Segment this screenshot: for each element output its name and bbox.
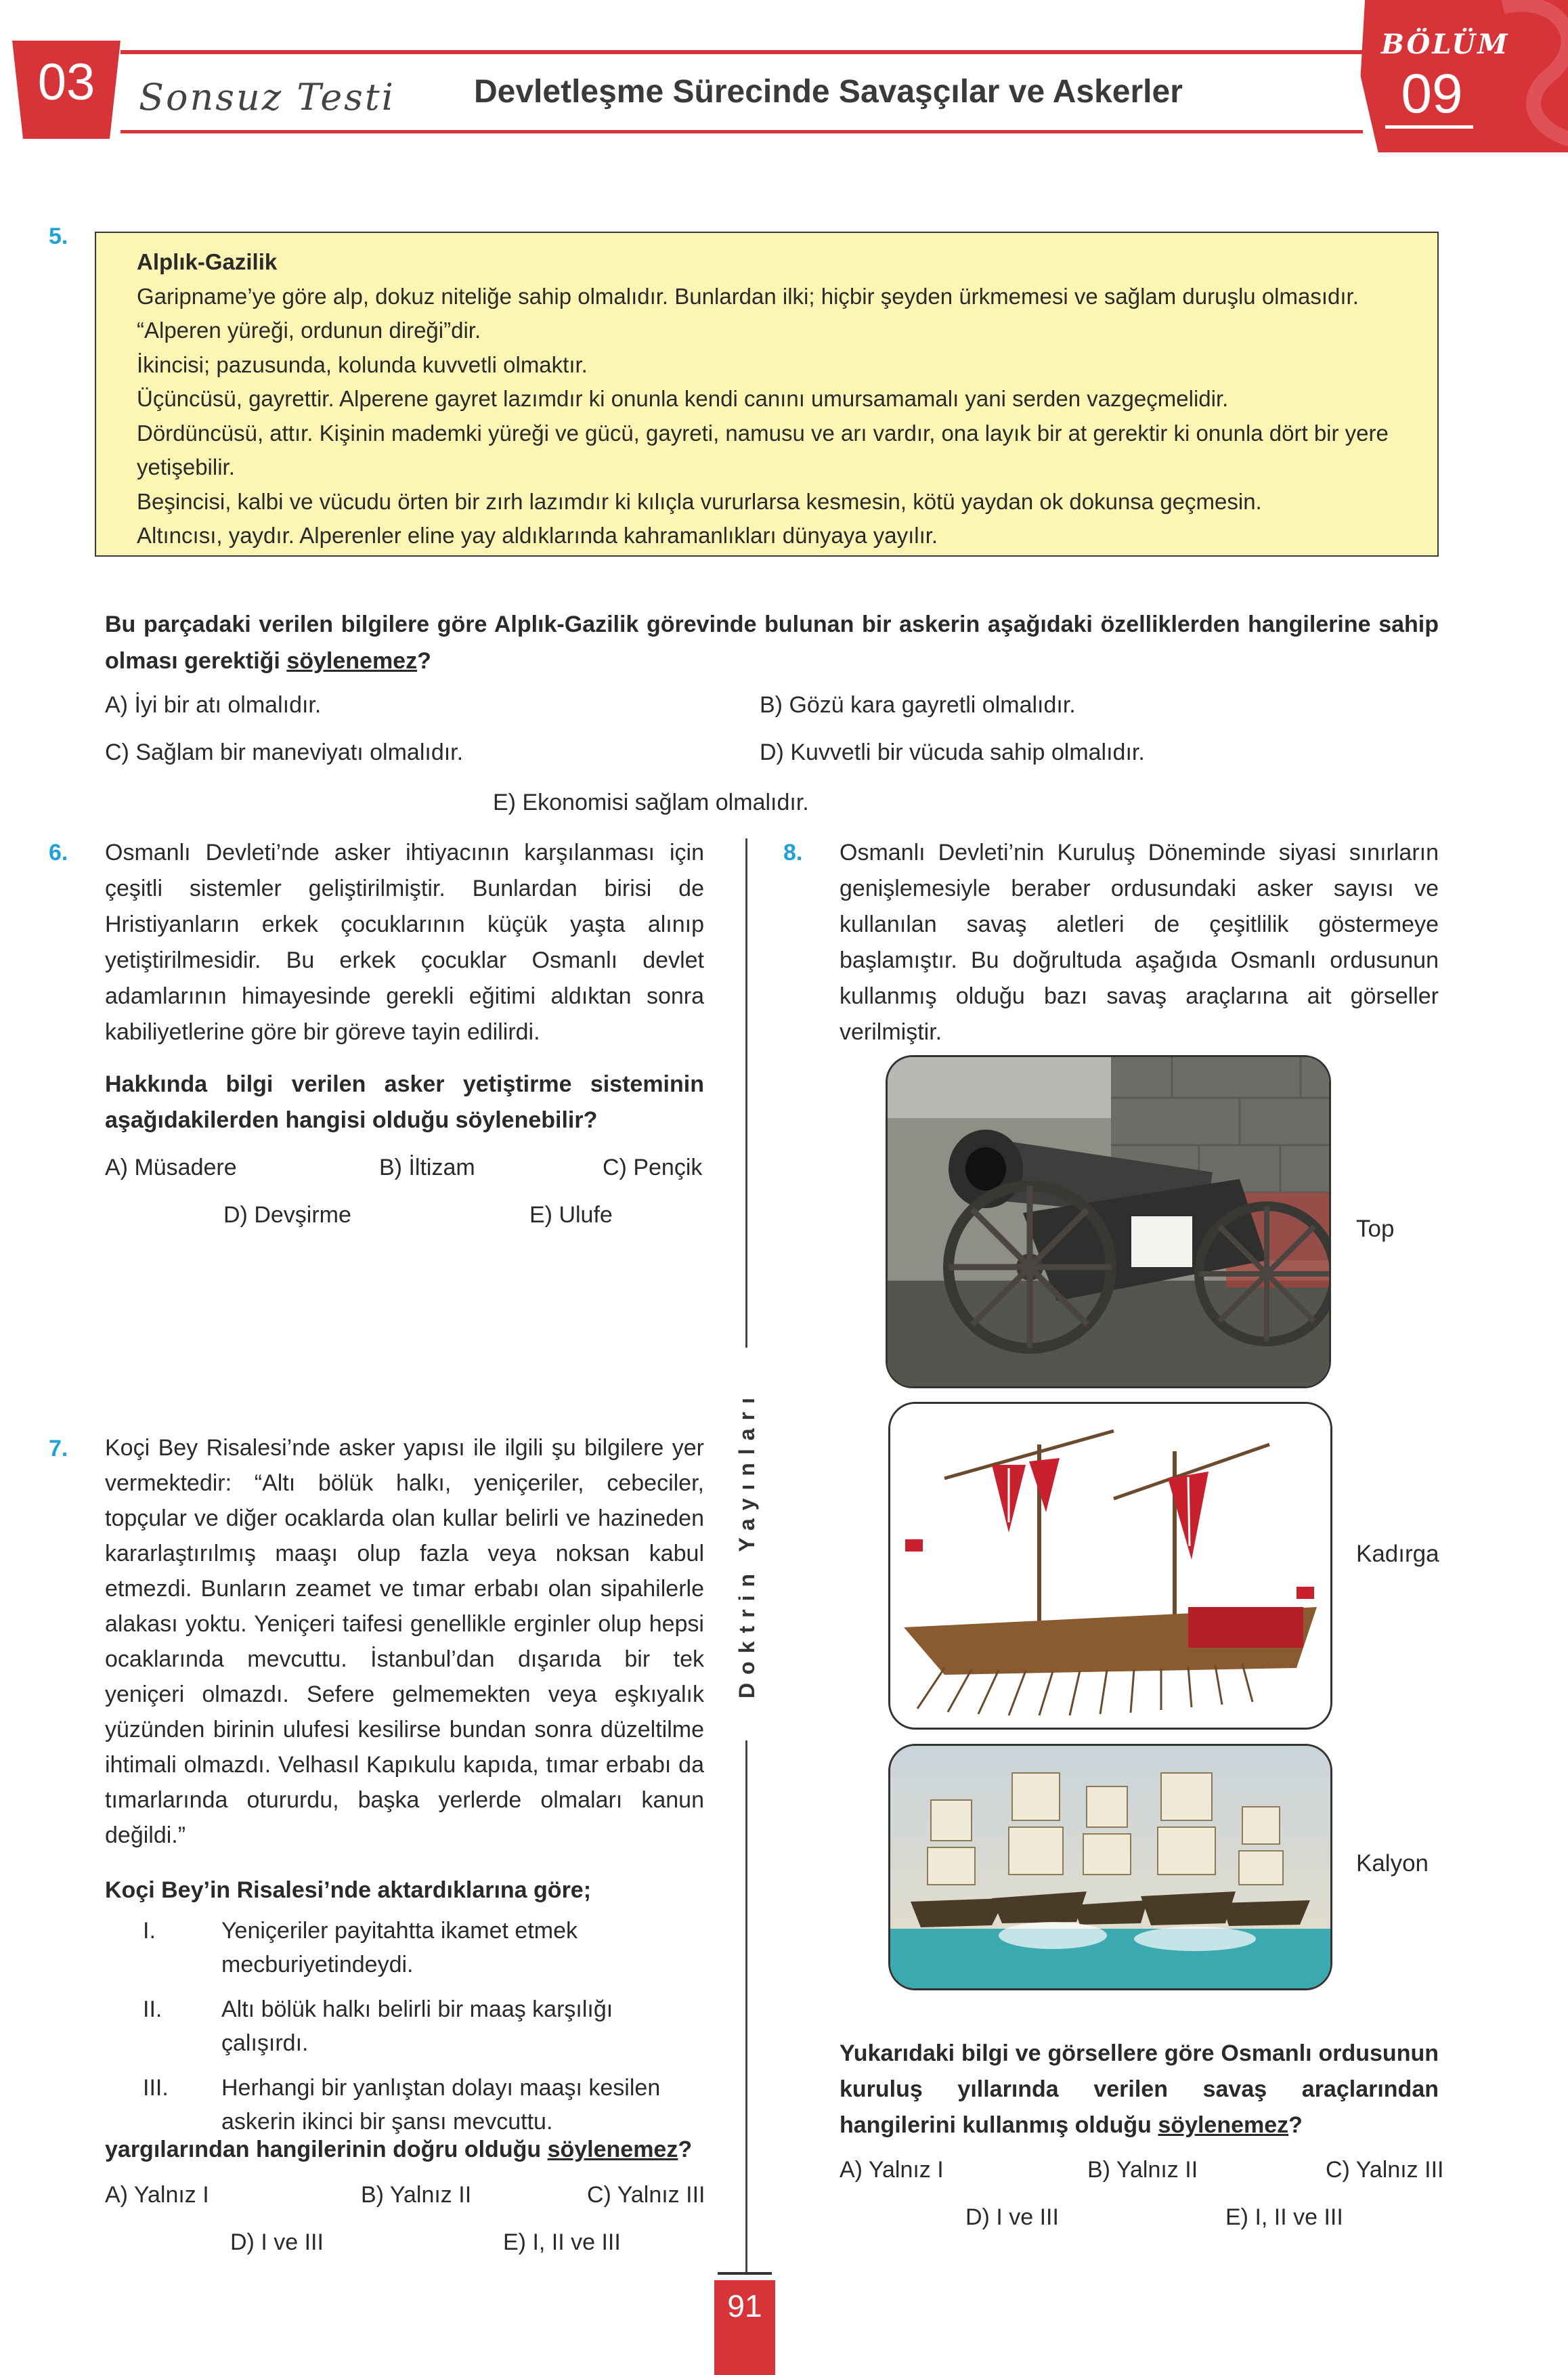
question-8-number: 8. (783, 840, 803, 865)
section-label: BÖLÜM (1381, 28, 1510, 60)
negation-keyword: söylenemez (286, 648, 418, 674)
test-number: 03 (37, 54, 95, 111)
section-number-underline (1385, 125, 1473, 129)
q8-option-c[interactable]: C) Yalnız III (1326, 2157, 1444, 2183)
cannon-photo (886, 1055, 1331, 1388)
negation-keyword: söylenemez (1158, 2112, 1289, 2138)
header-rule-bottom (121, 130, 1363, 133)
question-7-lead: Koçi Bey’in Risalesi’nde aktardıklarına göre; (105, 1877, 592, 1903)
page-title: Devletleşme Sürecinde Savaşçılar ve Askerler (474, 74, 1183, 110)
statement-iii: III. Herhangi bir yanlıştan dolayı maaşı kesilen askerin ikinci bir şansı mevcuttu. (143, 2075, 661, 2135)
question-7-stem: yargılarından hangilerinin doğru olduğu söylenemez? (105, 2137, 693, 2162)
galley-illustration (890, 1404, 1330, 1728)
q8-option-b[interactable]: B) Yalnız II (1087, 2157, 1198, 2183)
q5-option-d[interactable]: D) Kuvvetli bir vücuda sahip olmalıdır. (760, 740, 1145, 765)
q8-option-d[interactable]: D) I ve III (965, 2204, 1059, 2230)
question-8-stem: Yukarıdaki bilgi ve görsellere göre Osmanlı ordusunun kuruluş yıllarında verilen savaş araçlarından hangilerini kullanmış olduğu söylenemez? (840, 2040, 1439, 2138)
q6-option-a[interactable]: A) Müsadere (105, 1155, 237, 1180)
q5-option-a[interactable]: A) İyi bir atı olmalıdır. (105, 692, 322, 718)
page-number: 91 (727, 2288, 762, 2324)
question-5-passage-box (95, 232, 1439, 557)
negation-keyword: söylenemez (547, 2137, 678, 2162)
q8-option-a[interactable]: A) Yalnız I (840, 2157, 944, 2183)
page-number-rule (718, 2272, 772, 2275)
passage-line: Altıncısı, yaydır. Alperenler eline yay aldıklarında kahramanlıkları dünyaya yayılır. (137, 523, 938, 548)
image-label-kalyon: Kalyon (1356, 1850, 1429, 1877)
q7-option-e[interactable]: E) I, II ve III (503, 2229, 621, 2255)
q5-option-e[interactable]: E) Ekonomisi sağlam olmalıdır. (493, 790, 809, 815)
q6-option-c[interactable]: C) Pençik (603, 1155, 703, 1180)
q6-option-d[interactable]: D) Devşirme (223, 1202, 351, 1228)
statement-i: I. Yeniçeriler payitahtta ikamet etmek mecburiyetindeydi. (143, 1918, 578, 1977)
image-label-top: Top (1356, 1216, 1395, 1242)
question-7-number: 7. (49, 1436, 68, 1461)
section-number: 09 (1401, 63, 1463, 125)
passage-line: “Alperen yüreği, ordunun direği”dir. (137, 318, 481, 343)
question-6-stem: Hakkında bilgi verilen asker yetiştirme sisteminin aşağıdakilerden hangisi olduğu söylenebilir? (105, 1071, 704, 1133)
question-7-statements (105, 1914, 704, 2139)
question-8-text: Osmanlı Devleti’nin Kuruluş Döneminde siyasi sınırların genişlemesiyle beraber ordusundaki asker sayısı ve kullanılan savaş aletleri de çeşitlilik göstermeye başlamıştır. Bu doğrultuda aşağıda Osmanlı ordusunun kullanmış olduğu bazı savaş araçlarına ait görseller verilmiştir. (840, 840, 1439, 1045)
decorative-swirl-icon (1476, 0, 1568, 149)
q5-option-b[interactable]: B) Gözü kara gayretli olmalıdır. (760, 692, 1076, 718)
galleon-illustration (890, 1746, 1330, 1988)
q6-option-e[interactable]: E) Ulufe (529, 1202, 613, 1228)
question-5-stem: Bu parçadaki verilen bilgilere göre Alplık-Gazilik görevinde bulunan bir askerin aşağıdaki özelliklerden hangilerine sahip olması gerektiği söylenemez? (105, 612, 1439, 674)
question-5-number: 5. (49, 223, 68, 249)
question-7-text: Koçi Bey Risalesi’nde asker yapısı ile ilgili şu bilgilere yer vermektedir: “Altı bölük halkı, yeniçeriler, cebeciler, topçular ve diğer ocaklarda olan kullar belirli ve hazineden kararlaştırılmış maaşı olup fazla veya noksan kabul etmezdi. Bunların zeamet ve tımar erbabı olan sipahilerle alakası yoktu. Yeniçeri taifesi genellikle erginler olup hepsi ocaklarında mevcuttu. İstanbul’dan dışarıda bir tek yeniçeri olmazdı. Sefere gelmemekten veya eşkıyalık yüzünden birinin ulufesi kesilirse bundan sonra düzeltilme ihtimali olmazdı. Velhasıl Kapıkulu kapıda, tımar erbabı da tımarlarında otururdu, başka yerlerde olmaları kanun değildi.” (105, 1435, 704, 1848)
q8-option-e[interactable]: E) I, II ve III (1225, 2204, 1343, 2230)
passage-line: Üçüncüsü, gayrettir. Alperene gayret lazımdır ki onunla kendi canını umursamamalı yani serden vazgeçmelidir. (137, 386, 1229, 411)
cannon-illustration (888, 1057, 1329, 1386)
question-6-text: Osmanlı Devleti’nde asker ihtiyacının karşılanması için çeşitli sistemler geliştirilmiştir. Bunlardan birisi de Hristiyanların erkek çocuklarının küçük yaşta alınıp yetiştirilmesidir. Bu erkek çocuklar Osmanlı devlet adamlarının himayesinde gerekli eğitimi aldıktan sonra kabiliyetlerine göre bir göreve tayin edilirdi. (105, 840, 704, 1045)
passage-line: İkincisi; pazusunda, kolunda kuvvetli olmaktır. (137, 351, 588, 377)
passage-title: Alplık-Gazilik (137, 249, 278, 274)
header-rule-top (121, 50, 1363, 54)
galley-ship-photo (888, 1402, 1332, 1730)
q7-option-c[interactable]: C) Yalnız III (587, 2182, 705, 2208)
passage-line: Beşincisi, kalbi ve vücudu örten bir zırh lazımdır ki kılıçla vururlarsa kesmesin, kötü yaydan ok dokunsa geçmesin. (137, 488, 1262, 514)
statement-ii: II. Altı bölük halkı belirli bir maaş karşılığı çalışırdı. (143, 1996, 613, 2056)
question-6-number: 6. (49, 840, 68, 865)
galleon-painting (888, 1744, 1332, 1990)
q5-option-c[interactable]: C) Sağlam bir maneviyatı olmalıdır. (105, 740, 464, 765)
q6-option-b[interactable]: B) İltizam (379, 1155, 475, 1180)
q7-option-d[interactable]: D) I ve III (230, 2229, 324, 2255)
q7-option-b[interactable]: B) Yalnız II (361, 2182, 472, 2208)
q7-option-a[interactable]: A) Yalnız I (105, 2182, 209, 2208)
publisher-vertical-label: Doktrin Yayınları (718, 1348, 776, 1740)
image-label-kadirga: Kadırga (1356, 1541, 1439, 1567)
series-name: Sonsuz Testi (139, 76, 395, 119)
passage-line: Dördüncüsü, attır. Kişinin mademki yüreği ve gücü, gayreti, namusu ve arı vardır, ona layık bir at gerektir ki onunla dört bir yere yetişebilir. (137, 420, 1389, 479)
passage-line: Garipname’ye göre alp, dokuz niteliğe sahip olmalıdır. Bunlardan ilki; hiçbir şeyden ürkmemesi ve sağlam duruşlu olmasıdır. (137, 283, 1359, 309)
